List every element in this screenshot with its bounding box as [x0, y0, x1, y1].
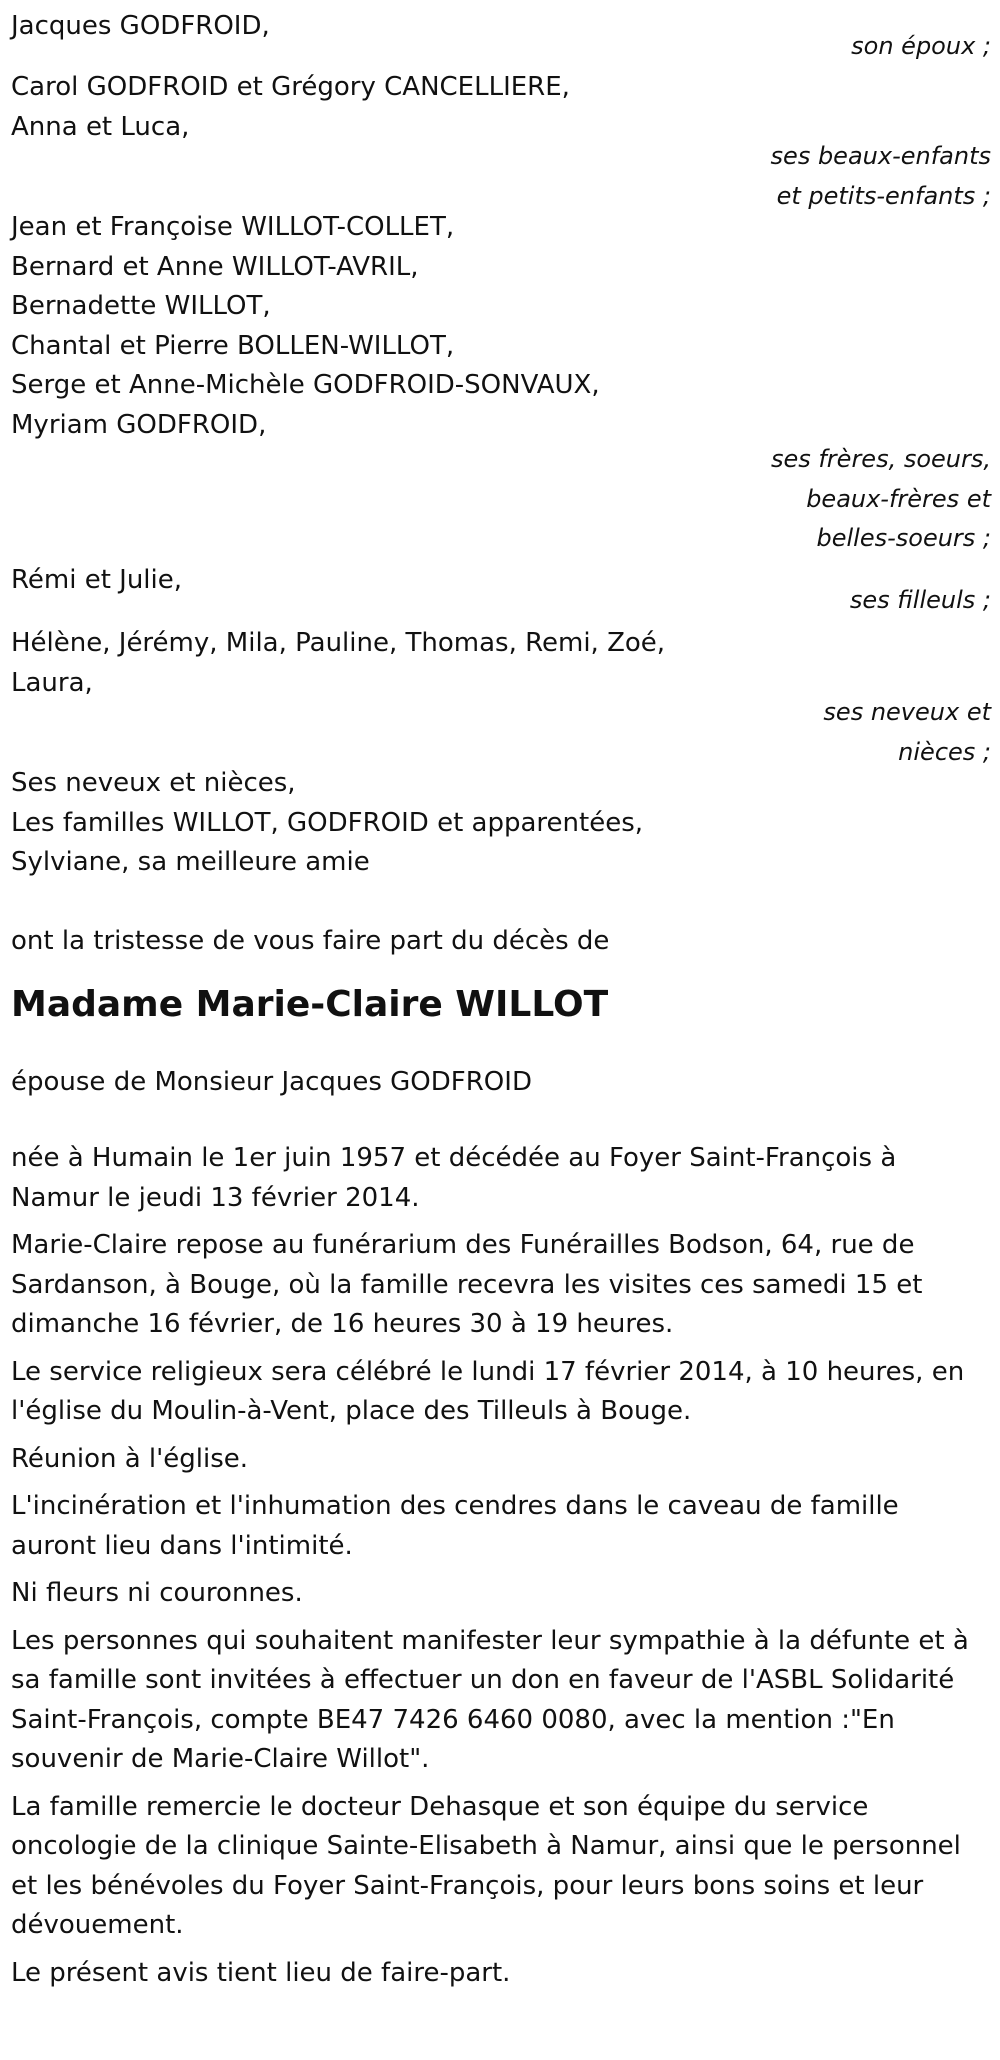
family-name-line: Jacques GODFROID,: [11, 11, 270, 41]
family-role: [751, 208, 991, 559]
family-names: [11, 208, 671, 445]
family-names: [11, 561, 671, 601]
reunion-paragraph: Réunion à l'église.: [11, 1443, 249, 1474]
spouse-line: épouse de Monsieur Jacques GODFROID: [11, 1067, 532, 1097]
family-name-line: Laura,: [11, 667, 93, 698]
family-name-line: Carol GODFROID et Grégory CANCELLIERE,: [11, 72, 570, 102]
other-relatives: [11, 764, 991, 921]
family-group-step-children: [11, 68, 991, 208]
family-role-line: son époux ;: [851, 32, 991, 60]
family-name-line: Bernadette WILLOT,: [11, 291, 271, 321]
funerarium-paragraph: Marie-Claire repose au funérarium des Funérailles Bodson, 64, rue de Sardanson, à Bouge, où la famille recevra les visites ces samedi 15 et dimanche 16 février, de 16 heures 30 à 19 heures.: [11, 1230, 923, 1339]
family-name-line: Myriam GODFROID,: [11, 409, 267, 440]
family-names: [11, 7, 671, 47]
family-group-godchildren: [11, 561, 991, 624]
family-role-line: et petits-enfants ;: [776, 181, 991, 210]
family-role: [751, 561, 991, 621]
family-name-line: Serge et Anne-Michèle GODFROID-SONVAUX,: [11, 370, 600, 400]
family-name-line: Hélène, Jérémy, Mila, Pauline, Thomas, Remi, Zoé,: [11, 628, 666, 658]
thanks-paragraph: La famille remercie le docteur Dehasque et son équipe du service oncologie de la clinique Sainte-Elisabeth à Namur, ainsi que le personnel et les bénévoles du Foyer Saint-François, pour leurs bons soins et leur dévouement.: [11, 1791, 961, 1940]
family-group-spouse: [11, 7, 991, 68]
family-role: [751, 68, 991, 216]
family-role: [751, 7, 991, 67]
deceased-name: Madame Marie-Claire WILLOT: [11, 984, 609, 1025]
family-role-line: ses frères, soeurs,: [770, 445, 991, 473]
death-notice: [11, 7, 991, 2001]
birth-death-paragraph: née à Humain le 1er juin 1957 et décédée au Foyer Saint-François à Namur le jeudi 13 février 2014.: [11, 1143, 897, 1213]
family-group-siblings: [11, 208, 991, 561]
family-name-line: Rémi et Julie,: [11, 565, 183, 595]
donation-paragraph: Les personnes qui souhaitent manifester leur sympathie à la défunte et à sa famille sont invitées à effectuer un don en faveur de l'ASBL Solidarité Saint-François, compte BE47 7426 6460 0080, avec la mention :"En souvenir de Marie-Claire Willot".: [11, 1625, 969, 1774]
family-role-line: ses filleuls ;: [849, 586, 991, 614]
family-name-line: Chantal et Pierre BOLLEN-WILLOT,: [11, 330, 455, 361]
family-name-line: Anna et Luca,: [11, 111, 190, 142]
family-role-line: nièces ;: [898, 737, 991, 766]
cremation-paragraph: L'incinération et l'inhumation des cendres dans le caveau de famille auront lieu dans l'intimité.: [11, 1491, 899, 1561]
faire-part-paragraph: Le présent avis tient lieu de faire-part.: [11, 1957, 511, 1988]
family-name-line: Jean et Françoise WILLOT-COLLET,: [11, 212, 455, 242]
family-role-line: belles-soeurs ;: [816, 524, 991, 552]
family-names: [11, 624, 671, 703]
relative-line: Sylviane, sa meilleure amie: [11, 847, 370, 877]
family-role-line: ses neveux et: [823, 698, 991, 726]
family-role-line: beaux-frères et: [806, 484, 991, 513]
service-paragraph: Le service religieux sera célébré le lundi 17 février 2014, à 10 heures, en l'église du Moulin-à-Vent, place des Tilleuls à Bouge.: [11, 1356, 965, 1426]
family-group-nephews: [11, 624, 991, 764]
family-role-line: ses beaux-enfants: [770, 142, 991, 170]
family-role: [751, 624, 991, 772]
family-names: [11, 68, 671, 147]
family-name-line: Bernard et Anne WILLOT-AVRIL,: [11, 251, 419, 282]
flowers-paragraph: Ni fleurs ni couronnes.: [11, 1578, 303, 1608]
relative-line: Ses neveux et nièces,: [11, 768, 296, 798]
relative-line: Les familles WILLOT, GODFROID et apparentées,: [11, 807, 644, 838]
announcement-text: ont la tristesse de vous faire part du décès de: [11, 926, 610, 956]
